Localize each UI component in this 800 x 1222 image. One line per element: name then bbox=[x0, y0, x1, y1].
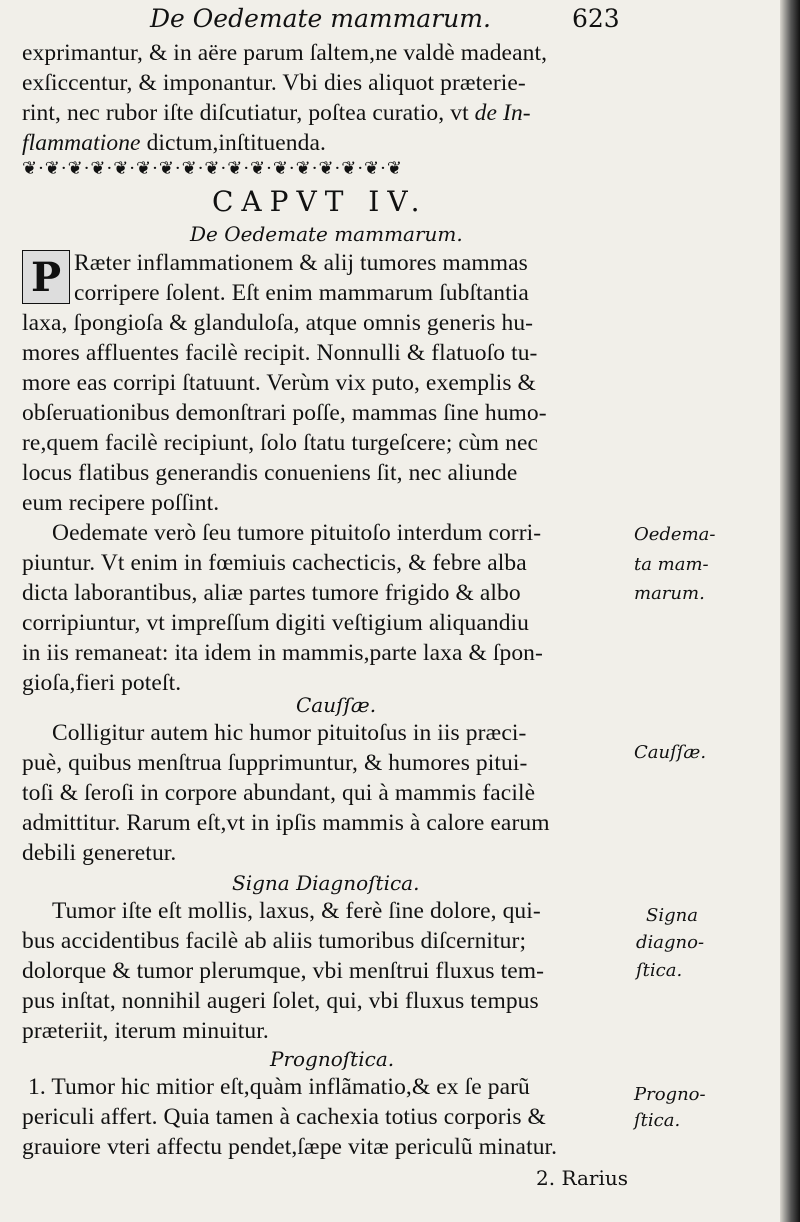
margin-note-signa: Signa bbox=[646, 905, 698, 926]
text-line: pus inſtat, nonnihil augeri ſolet, qui, vbi fluxus tempus bbox=[22, 988, 539, 1014]
margin-note-causae: Cauſſæ. bbox=[634, 742, 707, 763]
text-line: laxa, ſpongioſa & glanduloſa, atque omnis generis hu- bbox=[22, 310, 534, 336]
text-line: gioſa,fieri poteſt. bbox=[22, 670, 182, 696]
text-line: eum recipere poſſint. bbox=[22, 490, 220, 516]
text-line: Oedemate verò ſeu tumore pituitoſo interdum corri- bbox=[52, 520, 542, 546]
running-head: De Oedemate mammarum. bbox=[150, 4, 491, 33]
text-line: admittitur. Rarum eſt,vt in ipſis mammis à calore earum bbox=[22, 810, 550, 836]
text-line: corripere ſolent. Eſt enim mammarum ſubſtantia bbox=[74, 280, 529, 306]
catchword: 2. Rarius bbox=[536, 1166, 628, 1190]
section-heading-causae: Cauſſæ. bbox=[296, 693, 377, 717]
text-line: piuntur. Vt enim in fœmiuis cachecticis, & febre alba bbox=[22, 550, 527, 576]
chapter-title: CAPVT IV. bbox=[212, 185, 428, 218]
book-gutter-shadow bbox=[780, 0, 800, 1222]
text-line: exprimantur, & in aëre parum ſaltem,ne valdè madeant, bbox=[22, 40, 548, 66]
margin-note-oedema: marum. bbox=[634, 583, 705, 604]
text-line: locus flatibus generandis conueniens ſit, nec aliunde bbox=[22, 460, 518, 486]
text-line: obſeruationibus demonſtrari poſſe, mammas ſine humo- bbox=[22, 400, 547, 426]
text-span: dictum,inſtituenda. bbox=[146, 130, 327, 156]
text-line: toſi & ſeroſi in corpore abundant, qui à mammis facilè bbox=[22, 780, 536, 806]
text-line: periculi affert. Quia tamen à cachexia totius corporis & bbox=[22, 1104, 546, 1130]
text-line: debili generetur. bbox=[22, 840, 177, 866]
margin-note-signa: diagno- bbox=[636, 932, 705, 953]
text-line: dicta laborantibus, aliæ partes tumore frigido & albo bbox=[22, 580, 521, 606]
italic-span: de In- bbox=[474, 100, 531, 126]
text-line bbox=[22, 100, 531, 127]
text-line: Colligitur autem hic humor pituitoſus in iis præci- bbox=[52, 720, 527, 746]
text-line: Ræter inflammationem & alij tumores mammas bbox=[74, 250, 528, 276]
margin-note-progno: ſtica. bbox=[634, 1110, 681, 1131]
text-line: puè, quibus menſtrua ſupprimuntur, & humores pitui- bbox=[22, 750, 528, 776]
text-line: grauiore vteri affectu pendet,ſæpe vitæ periculũ minatur. bbox=[22, 1134, 558, 1160]
section-heading-prognostica: Prognoſtica. bbox=[270, 1047, 395, 1071]
text-line: dolorque & tumor plerumque, vbi menſtrui fluxus tem- bbox=[22, 958, 545, 984]
text-line: præteriit, iterum minuitur. bbox=[22, 1018, 269, 1044]
text-line bbox=[22, 130, 326, 157]
text-span: rint, nec rubor iſte diſcutiatur, poſtea curatio, vt bbox=[22, 100, 475, 126]
text-line: Tumor iſte eſt mollis, laxus, & ferè ſine dolore, qui- bbox=[52, 898, 541, 924]
text-line: exſiccentur, & imponantur. Vbi dies aliquot prӕterie- bbox=[22, 70, 526, 96]
margin-note-oedema: ta mam- bbox=[634, 554, 709, 575]
margin-note-progno: Progno- bbox=[634, 1084, 706, 1105]
italic-span: flammatione bbox=[22, 130, 141, 156]
text-line: corripiuntur, vt impreſſum digiti veſtigium aliquandiu bbox=[22, 610, 530, 636]
text-line: mores affluentes facilè recipit. Nonnulli & flatuoſo tu- bbox=[22, 340, 538, 366]
decorated-initial: P bbox=[22, 250, 70, 304]
text-line: more eas corripi ſtatuunt. Verùm vix puto, exemplis & bbox=[22, 370, 536, 396]
ornament-band: ❦·❦·❦·❦·❦·❦·❦·❦·❦·❦·❦·❦·❦·❦·❦·❦·❦ bbox=[22, 158, 403, 179]
section-heading-signa: Signa Diagnoſtica. bbox=[232, 871, 420, 895]
text-line: 1. Tumor hic mitior eſt,quàm inflãmatio,& ex ſe parũ bbox=[28, 1074, 530, 1100]
chapter-subtitle: De Oedemate mammarum. bbox=[190, 222, 463, 246]
margin-note-signa: ſtica. bbox=[636, 960, 683, 981]
page-number: 623 bbox=[572, 4, 620, 33]
margin-note-oedema: Oedema- bbox=[634, 524, 716, 545]
text-line: in iis remaneat: ita idem in mammis,parte laxa & ſpon- bbox=[22, 640, 543, 666]
text-line: re,quem facilè recipiunt, ſolo ſtatu turgeſcere; cùm nec bbox=[22, 430, 539, 456]
text-line: bus accidentibus facilè ab aliis tumoribus diſcernitur; bbox=[22, 928, 527, 954]
